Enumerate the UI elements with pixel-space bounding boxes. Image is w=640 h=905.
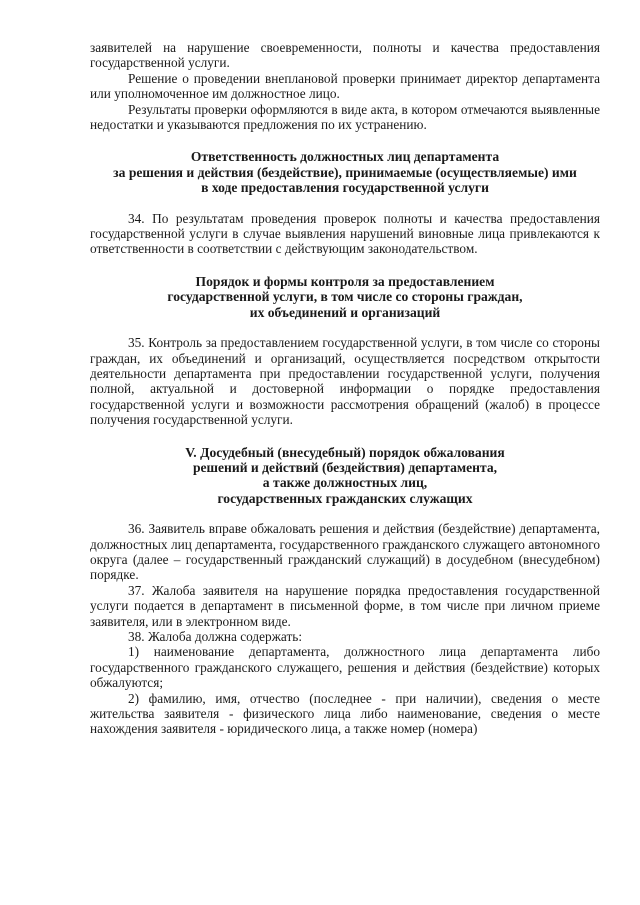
paragraph-36: 36. Заявитель вправе обжаловать решения и действия (бездействие) департамента, должностных лиц департамента, государственного гражданского служащего автономного округа (далее – государственный гражданский служащий) в досудебном (внесудебном) порядке.	[90, 521, 600, 583]
heading-line: Ответственность должностных лиц департамента	[190, 149, 500, 165]
heading-line: решений и действий (бездействия) департамента,	[192, 459, 498, 475]
section-responsibility-heading	[90, 149, 600, 195]
heading-line: Порядок и формы контроля за предоставлением	[195, 273, 495, 289]
paragraph-38: 38. Жалоба должна содержать:	[128, 629, 303, 644]
list-item-2: 2) фамилию, имя, отчество (последнее - при наличии), сведения о месте жительства заявителя - физического лица либо наименование, сведения о месте нахождения заявителя - юридического лица, а также номер (номера)	[90, 690, 600, 737]
heading-line: а также должностных лиц,	[262, 475, 428, 491]
heading-line: их объединений и организаций	[249, 304, 441, 320]
heading-line: V. Досудебный (внесудебный) порядок обжалования	[185, 444, 505, 460]
intro-paragraph-3: Результаты проверки оформляются в виде акта, в котором отмечаются выявленные недостатки и указываются предложения по их устранению.	[90, 101, 600, 133]
heading-line: за решения и действия (бездействие), принимаемые (осуществляемые) ими	[113, 164, 577, 180]
section-control-heading	[90, 274, 600, 320]
heading-line: государственных гражданских служащих	[217, 490, 473, 506]
intro-paragraph-1: заявителей на нарушение своевременности, полноты и качества предоставления государственной услуги.	[90, 40, 600, 71]
section-appeal-heading	[90, 445, 600, 507]
paragraph-35: 35. Контроль за предоставлением государственной услуги, в том числе со стороны граждан, их объединений и организаций, осуществляется посредством открытости деятельности департамента при предоставлении государственной услуги, получения полной, актуальной и достоверной информации о порядке предоставления государственной услуги и возможности рассмотрения обращений (жалоб) в процессе получения государственной услуги.	[90, 335, 600, 428]
paragraph-34: 34. По результатам проведения проверок полноты и качества предоставления государственной услуги в случае выявления нарушений виновные лица привлекаются к ответственности в соответствии с действующим законодательством.	[90, 210, 600, 257]
heading-line: государственной услуги, в том числе со стороны граждан,	[167, 289, 523, 305]
list-item-1: 1) наименование департамента, должностного лица департамента либо государственного гражданского служащего, решения и действия (бездействие) которых обжалуются;	[90, 644, 600, 691]
paragraph-37: 37. Жалоба заявителя на нарушение порядка предоставления государственной услуги подается в департамент в письменной форме, в том числе при личном приеме заявителя, или в электронном виде.	[90, 582, 600, 629]
heading-line: в ходе предоставления государственной услуги	[201, 180, 489, 196]
intro-paragraph-2: Решение о проведении внеплановой проверки принимает директор департамента или уполномоченное им должностное лицо.	[90, 70, 600, 102]
